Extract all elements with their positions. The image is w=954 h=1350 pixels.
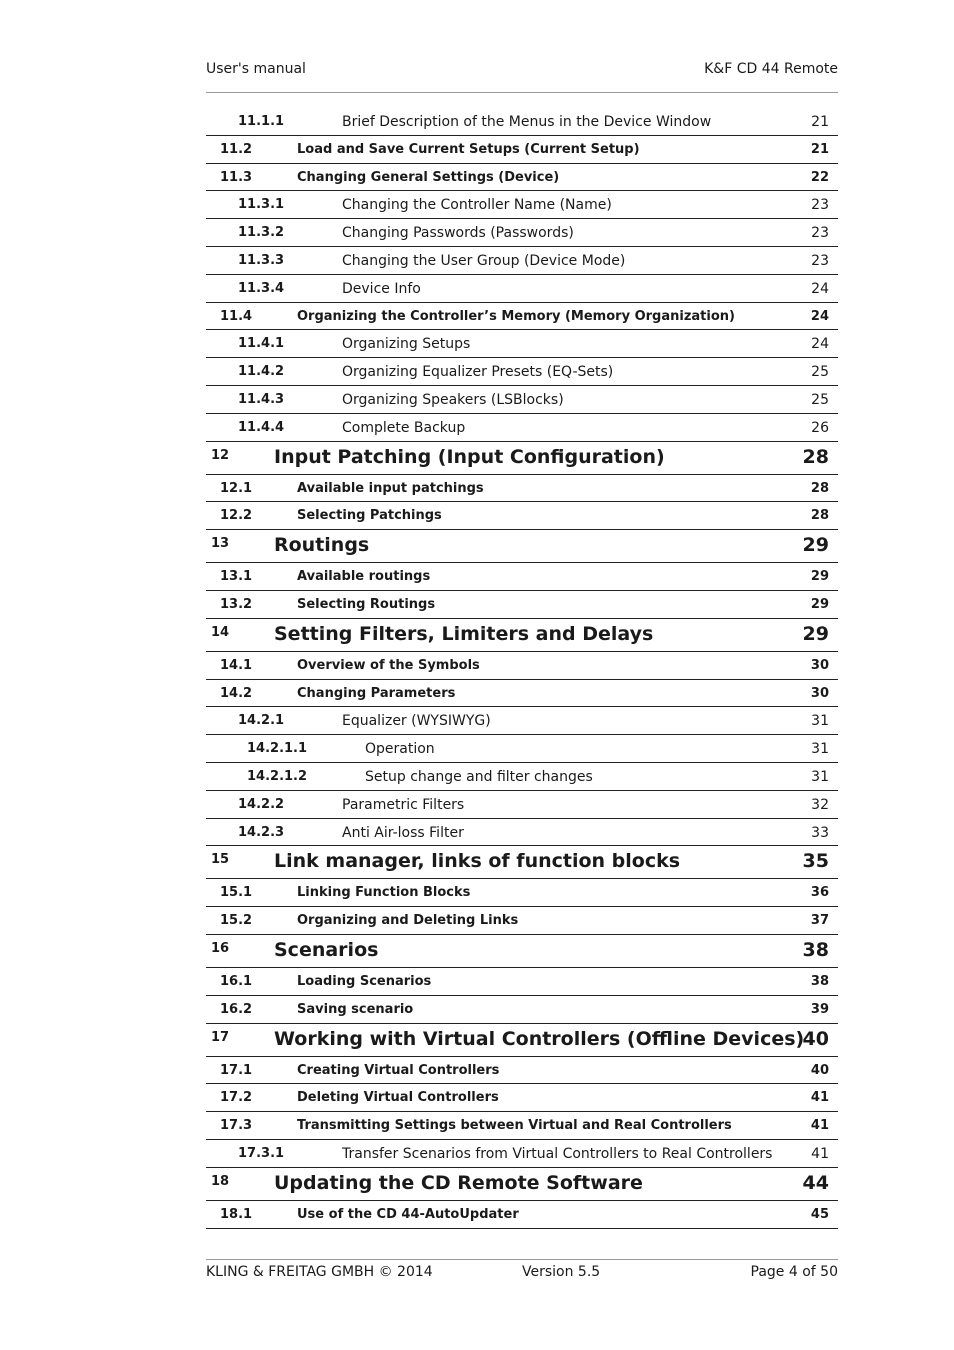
toc-entry-title: Saving scenario [297,1001,414,1017]
toc-entry-row[interactable] [206,563,838,591]
toc-entry-number: 12.2 [220,508,253,524]
toc-entry-title: Complete Backup [342,419,466,436]
toc-entry-title: Input Patching (Input Configuration) [274,445,665,468]
toc-entry-page: 29 [810,569,829,585]
toc-entry-title: Equalizer (WYSIWYG) [342,713,491,730]
toc-entry-number: 17 [211,1029,230,1045]
toc-entry-number: 14.2.1.2 [247,768,308,784]
toc-entry-page: 44 [802,1171,829,1194]
toc-entry-row[interactable] [206,819,838,847]
toc-entry-page: 28 [810,508,829,524]
toc-entry-page: 25 [811,391,829,408]
toc-entry-title: Available input patchings [297,480,484,496]
toc-entry-number: 11.3.3 [238,252,285,268]
toc-entry-title: Link manager, links of function blocks [274,850,681,873]
toc-entry-number: 14.1 [220,657,253,673]
toc-entry-page: 29 [810,596,829,612]
toc-entry-title: Use of the CD 44-AutoUpdater [297,1206,519,1222]
toc-entry-page: 23 [811,252,829,269]
toc-entry-number: 11.1.1 [238,114,285,129]
page-header [206,61,838,79]
toc-entry-row[interactable] [206,108,838,136]
toc-entry-page: 35 [802,850,829,873]
toc-entry-page: 41 [811,1145,829,1162]
toc-entry-title: Operation [365,741,435,758]
toc-entry-row[interactable] [206,1140,838,1168]
toc-entry-page: 24 [811,336,829,353]
toc-entry-number: 14.2 [220,685,253,701]
toc-entry-number: 16.2 [220,1001,253,1017]
toc-entry-number: 12.1 [220,480,253,496]
toc-entry-page: 23 [811,197,829,214]
page-footer [206,1264,838,1282]
toc-entry-title: Overview of the Symbols [297,657,480,673]
toc-entry-row[interactable] [206,191,838,219]
toc-chapter-row[interactable] [206,619,838,652]
toc-entry-page: 30 [810,657,829,673]
toc-entry-row[interactable] [206,968,838,996]
toc-entry-number: 17.3 [220,1118,253,1134]
toc-entry-page: 23 [811,225,829,242]
toc-entry-title: Selecting Patchings [297,508,442,524]
toc-entry-row[interactable] [206,680,838,708]
toc-entry-page: 29 [802,534,829,557]
toc-entry-page: 30 [810,685,829,701]
toc-entry-title: Changing Parameters [297,685,456,701]
toc-entry-title: Changing General Settings (Device) [297,169,560,185]
toc-entry-number: 11.3 [220,169,253,185]
toc-entry-page: 24 [810,308,829,324]
toc-entry-title: Linking Function Blocks [297,885,471,901]
toc-entry-page: 31 [811,768,829,785]
toc-entry-title: Organizing Speakers (LSBlocks) [342,391,564,408]
toc-entry-page: 33 [811,824,829,841]
toc-entry-row[interactable] [206,219,838,247]
toc-entry-number: 13.2 [220,596,253,612]
toc-entry-page: 40 [802,1027,829,1050]
toc-entry-row[interactable] [206,707,838,735]
toc-entry-title: Selecting Routings [297,596,436,612]
toc-entry-number: 11.3.4 [238,280,285,296]
toc-entry-number: 17.1 [220,1062,253,1078]
toc-entry-title: Routings [274,534,370,557]
toc-entry-title: Device Info [342,280,421,297]
table-of-contents [206,108,838,1229]
toc-entry-number: 16 [211,940,230,956]
toc-entry-title: Changing the User Group (Device Mode) [342,252,626,269]
toc-entry-title: Deleting Virtual Controllers [297,1090,499,1106]
toc-entry-page: 29 [802,622,829,645]
toc-entry-title: Parametric Filters [342,796,465,813]
toc-entry-title: Available routings [297,569,431,585]
toc-entry-page: 38 [810,973,829,989]
toc-entry-title: Organizing Equalizer Presets (EQ-Sets) [342,364,614,381]
toc-chapter-row[interactable] [206,846,838,879]
toc-entry-number: 14 [211,624,230,640]
toc-entry-page: 31 [811,741,829,758]
footer-version: Version 5.5 [522,1264,601,1280]
toc-entry-title: Changing Passwords (Passwords) [342,225,574,242]
toc-entry-page: 38 [802,938,829,961]
toc-entry-number: 12 [211,447,230,463]
toc-entry-number: 11.3.2 [238,225,285,241]
toc-chapter-row[interactable] [206,935,838,968]
toc-entry-page: 36 [810,885,829,901]
toc-entry-number: 17.2 [220,1090,253,1106]
toc-entry-number: 14.2.2 [238,796,285,812]
toc-entry-title: Loading Scenarios [297,973,432,989]
toc-entry-row[interactable] [206,879,838,907]
toc-entry-title: Setup change and filter changes [365,768,593,785]
toc-entry-title: Scenarios [274,938,379,961]
header-divider [206,92,838,93]
toc-entry-title: Creating Virtual Controllers [297,1062,500,1078]
toc-entry-row[interactable] [206,907,838,935]
toc-entry-page: 41 [810,1090,829,1106]
toc-entry-title: Working with Virtual Controllers (Offline Devices) [274,1027,805,1050]
toc-entry-number: 13 [211,536,230,552]
toc-entry-row[interactable] [206,164,838,192]
toc-entry-title: Transmitting Settings between Virtual and Real Controllers [297,1118,732,1134]
toc-entry-page: 28 [802,445,829,468]
toc-entry-row[interactable] [206,502,838,530]
toc-entry-page: 26 [811,419,829,436]
toc-entry-title: Organizing Setups [342,336,471,353]
toc-entry-number: 11.4.2 [238,364,285,380]
footer-page-number: Page 4 of 50 [750,1264,838,1280]
toc-entry-page: 21 [811,114,829,130]
toc-entry-number: 15 [211,852,230,868]
footer-company: KLING & FREITAG GMBH © 2014 [206,1264,433,1280]
toc-entry-title: Changing the Controller Name (Name) [342,197,612,214]
toc-entry-row[interactable] [206,414,838,442]
toc-entry-title: Brief Description of the Menus in the Device Window [342,114,712,130]
toc-entry-title: Anti Air-loss Filter [342,824,464,841]
toc-entry-page: 25 [811,364,829,381]
toc-entry-page: 21 [810,141,829,157]
toc-entry-row[interactable] [206,275,838,303]
toc-chapter-row[interactable] [206,1024,838,1057]
toc-entry-row[interactable] [206,1057,838,1085]
toc-entry-number: 18.1 [220,1206,253,1222]
toc-entry-number: 15.2 [220,913,253,929]
toc-entry-number: 14.2.1 [238,713,285,729]
toc-entry-page: 45 [810,1206,829,1222]
toc-entry-page: 31 [811,713,829,730]
toc-entry-row[interactable] [206,1084,838,1112]
toc-entry-row[interactable] [206,591,838,619]
toc-chapter-row[interactable] [206,1168,838,1201]
toc-chapter-row[interactable] [206,530,838,563]
toc-entry-row[interactable] [206,330,838,358]
toc-entry-row[interactable] [206,763,838,791]
toc-entry-title: Load and Save Current Setups (Current Setup) [297,141,640,157]
toc-entry-number: 14.2.1.1 [247,741,308,757]
toc-entry-page: 39 [810,1001,829,1017]
header-left-text: User's manual [206,61,306,77]
toc-entry-number: 18 [211,1173,230,1189]
toc-entry-number: 16.1 [220,973,253,989]
toc-entry-title: Setting Filters, Limiters and Delays [274,622,654,645]
toc-entry-row[interactable] [206,996,838,1024]
toc-entry-title: Organizing and Deleting Links [297,913,519,929]
toc-entry-number: 11.4.4 [238,419,285,435]
toc-entry-page: 28 [810,480,829,496]
toc-entry-title: Updating the CD Remote Software [274,1171,643,1194]
toc-entry-page: 22 [810,169,829,185]
toc-entry-row[interactable] [206,1112,838,1140]
toc-entry-page: 32 [811,796,829,813]
toc-entry-number: 11.4 [220,308,253,324]
toc-entry-row[interactable] [206,386,838,414]
toc-entry-row[interactable] [206,735,838,763]
toc-entry-number: 11.4.3 [238,391,285,407]
toc-entry-row[interactable] [206,1201,838,1229]
toc-entry-row[interactable] [206,247,838,275]
toc-entry-row[interactable] [206,475,838,503]
toc-entry-title: Transfer Scenarios from Virtual Controllers to Real Controllers [342,1145,773,1162]
header-right-text: K&F CD 44 Remote [704,61,838,77]
footer-divider [206,1259,838,1260]
toc-entry-number: 11.2 [220,141,253,157]
toc-entry-row[interactable] [206,652,838,680]
toc-entry-number: 11.4.1 [238,336,285,352]
toc-entry-title: Organizing the Controller’s Memory (Memory Organization) [297,308,735,324]
toc-chapter-row[interactable] [206,442,838,475]
toc-entry-page: 40 [810,1062,829,1078]
toc-entry-number: 11.3.1 [238,197,285,213]
toc-entry-row[interactable] [206,303,838,331]
toc-entry-row[interactable] [206,791,838,819]
toc-entry-row[interactable] [206,136,838,164]
toc-entry-number: 17.3.1 [238,1145,285,1161]
toc-entry-page: 24 [811,280,829,297]
toc-entry-page: 41 [810,1118,829,1134]
toc-entry-page: 37 [810,913,829,929]
toc-entry-number: 15.1 [220,885,253,901]
toc-entry-number: 13.1 [220,569,253,585]
toc-entry-number: 14.2.3 [238,824,285,840]
toc-entry-row[interactable] [206,358,838,386]
